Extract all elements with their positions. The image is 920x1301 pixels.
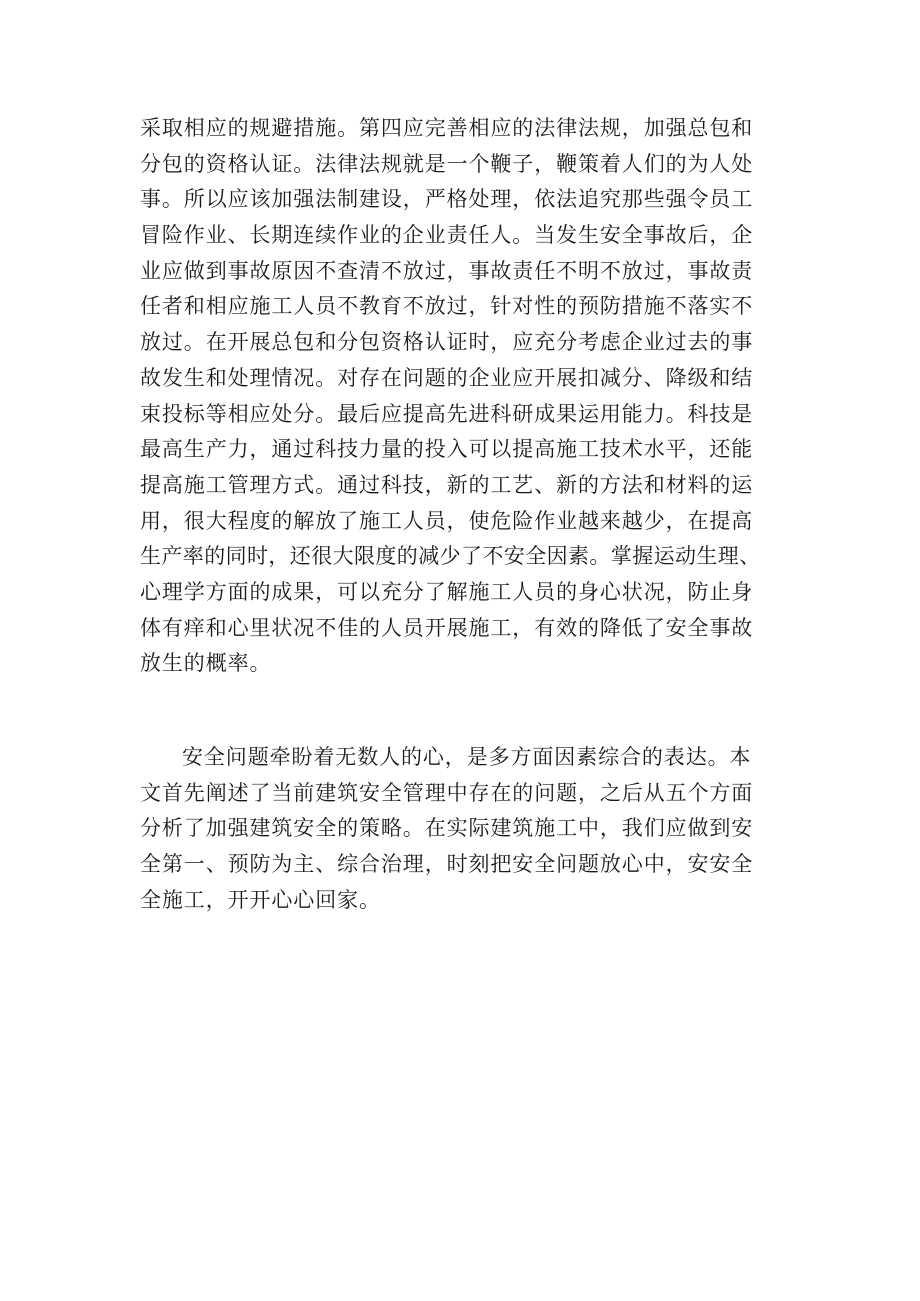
- text-line: 放过。在开展总包和分包资格认证时，应充分考虑企业过去的事: [140, 330, 754, 355]
- body-paragraph-1: [140, 111, 820, 682]
- text-line: 放生的概率。: [140, 651, 272, 676]
- text-line: 文首先阐述了当前建筑安全管理中存在的问题，之后从五个方面: [140, 780, 754, 805]
- text-line: 全施工，开开心心回家。: [140, 887, 381, 912]
- text-line: 业应做到事故原因不查清不放过，事故责任不明不放过，事故责: [140, 258, 754, 283]
- text-line: 心理学方面的成果，可以充分了解施工人员的身心状况，防止身: [140, 579, 754, 604]
- text-line: 用，很大程度的解放了施工人员，使危险作业越来越少，在提高: [140, 508, 754, 533]
- text-line: 分析了加强建筑安全的策略。在实际建筑施工中，我们应做到安: [140, 816, 754, 841]
- text-line: 提高施工管理方式。通过科技，新的工艺、新的方法和材料的运: [140, 472, 754, 497]
- text-line: 分包的资格认证。法律法规就是一个鞭子，鞭策着人们的为人处: [140, 151, 754, 176]
- text-line: 体有痒和心里状况不佳的人员开展施工，有效的降低了安全事故: [140, 615, 754, 640]
- text-line: 冒险作业、长期连续作业的企业责任人。当发生安全事故后，企: [140, 223, 754, 248]
- body-paragraph-2: [140, 740, 820, 918]
- text-line: 生产率的同时，还很大限度的减少了不安全因素。掌握运动生理、: [140, 544, 761, 569]
- text-line: 任者和相应施工人员不教育不放过，针对性的预防措施不落实不: [140, 294, 754, 319]
- text-line: 束投标等相应处分。最后应提高先进科研成果运用能力。科技是: [140, 401, 754, 426]
- text-line: 故发生和处理情况。对存在问题的企业应开展扣减分、降级和结: [140, 365, 754, 390]
- text-line: 采取相应的规避措施。第四应完善相应的法律法规，加强总包和: [140, 116, 754, 140]
- text-line: 安全问题牵盼着无数人的心，是多方面因素综合的表达。本: [182, 745, 752, 769]
- text-line: 最高生产力，通过科技力量的投入可以提高施工技术水平，还能: [140, 437, 754, 462]
- text-line: 全第一、预防为主、综合治理，时刻把安全问题放心中，安安全: [140, 852, 754, 877]
- text-line: 事。所以应该加强法制建设，严格处理，依法追究那些强令员工: [140, 187, 754, 212]
